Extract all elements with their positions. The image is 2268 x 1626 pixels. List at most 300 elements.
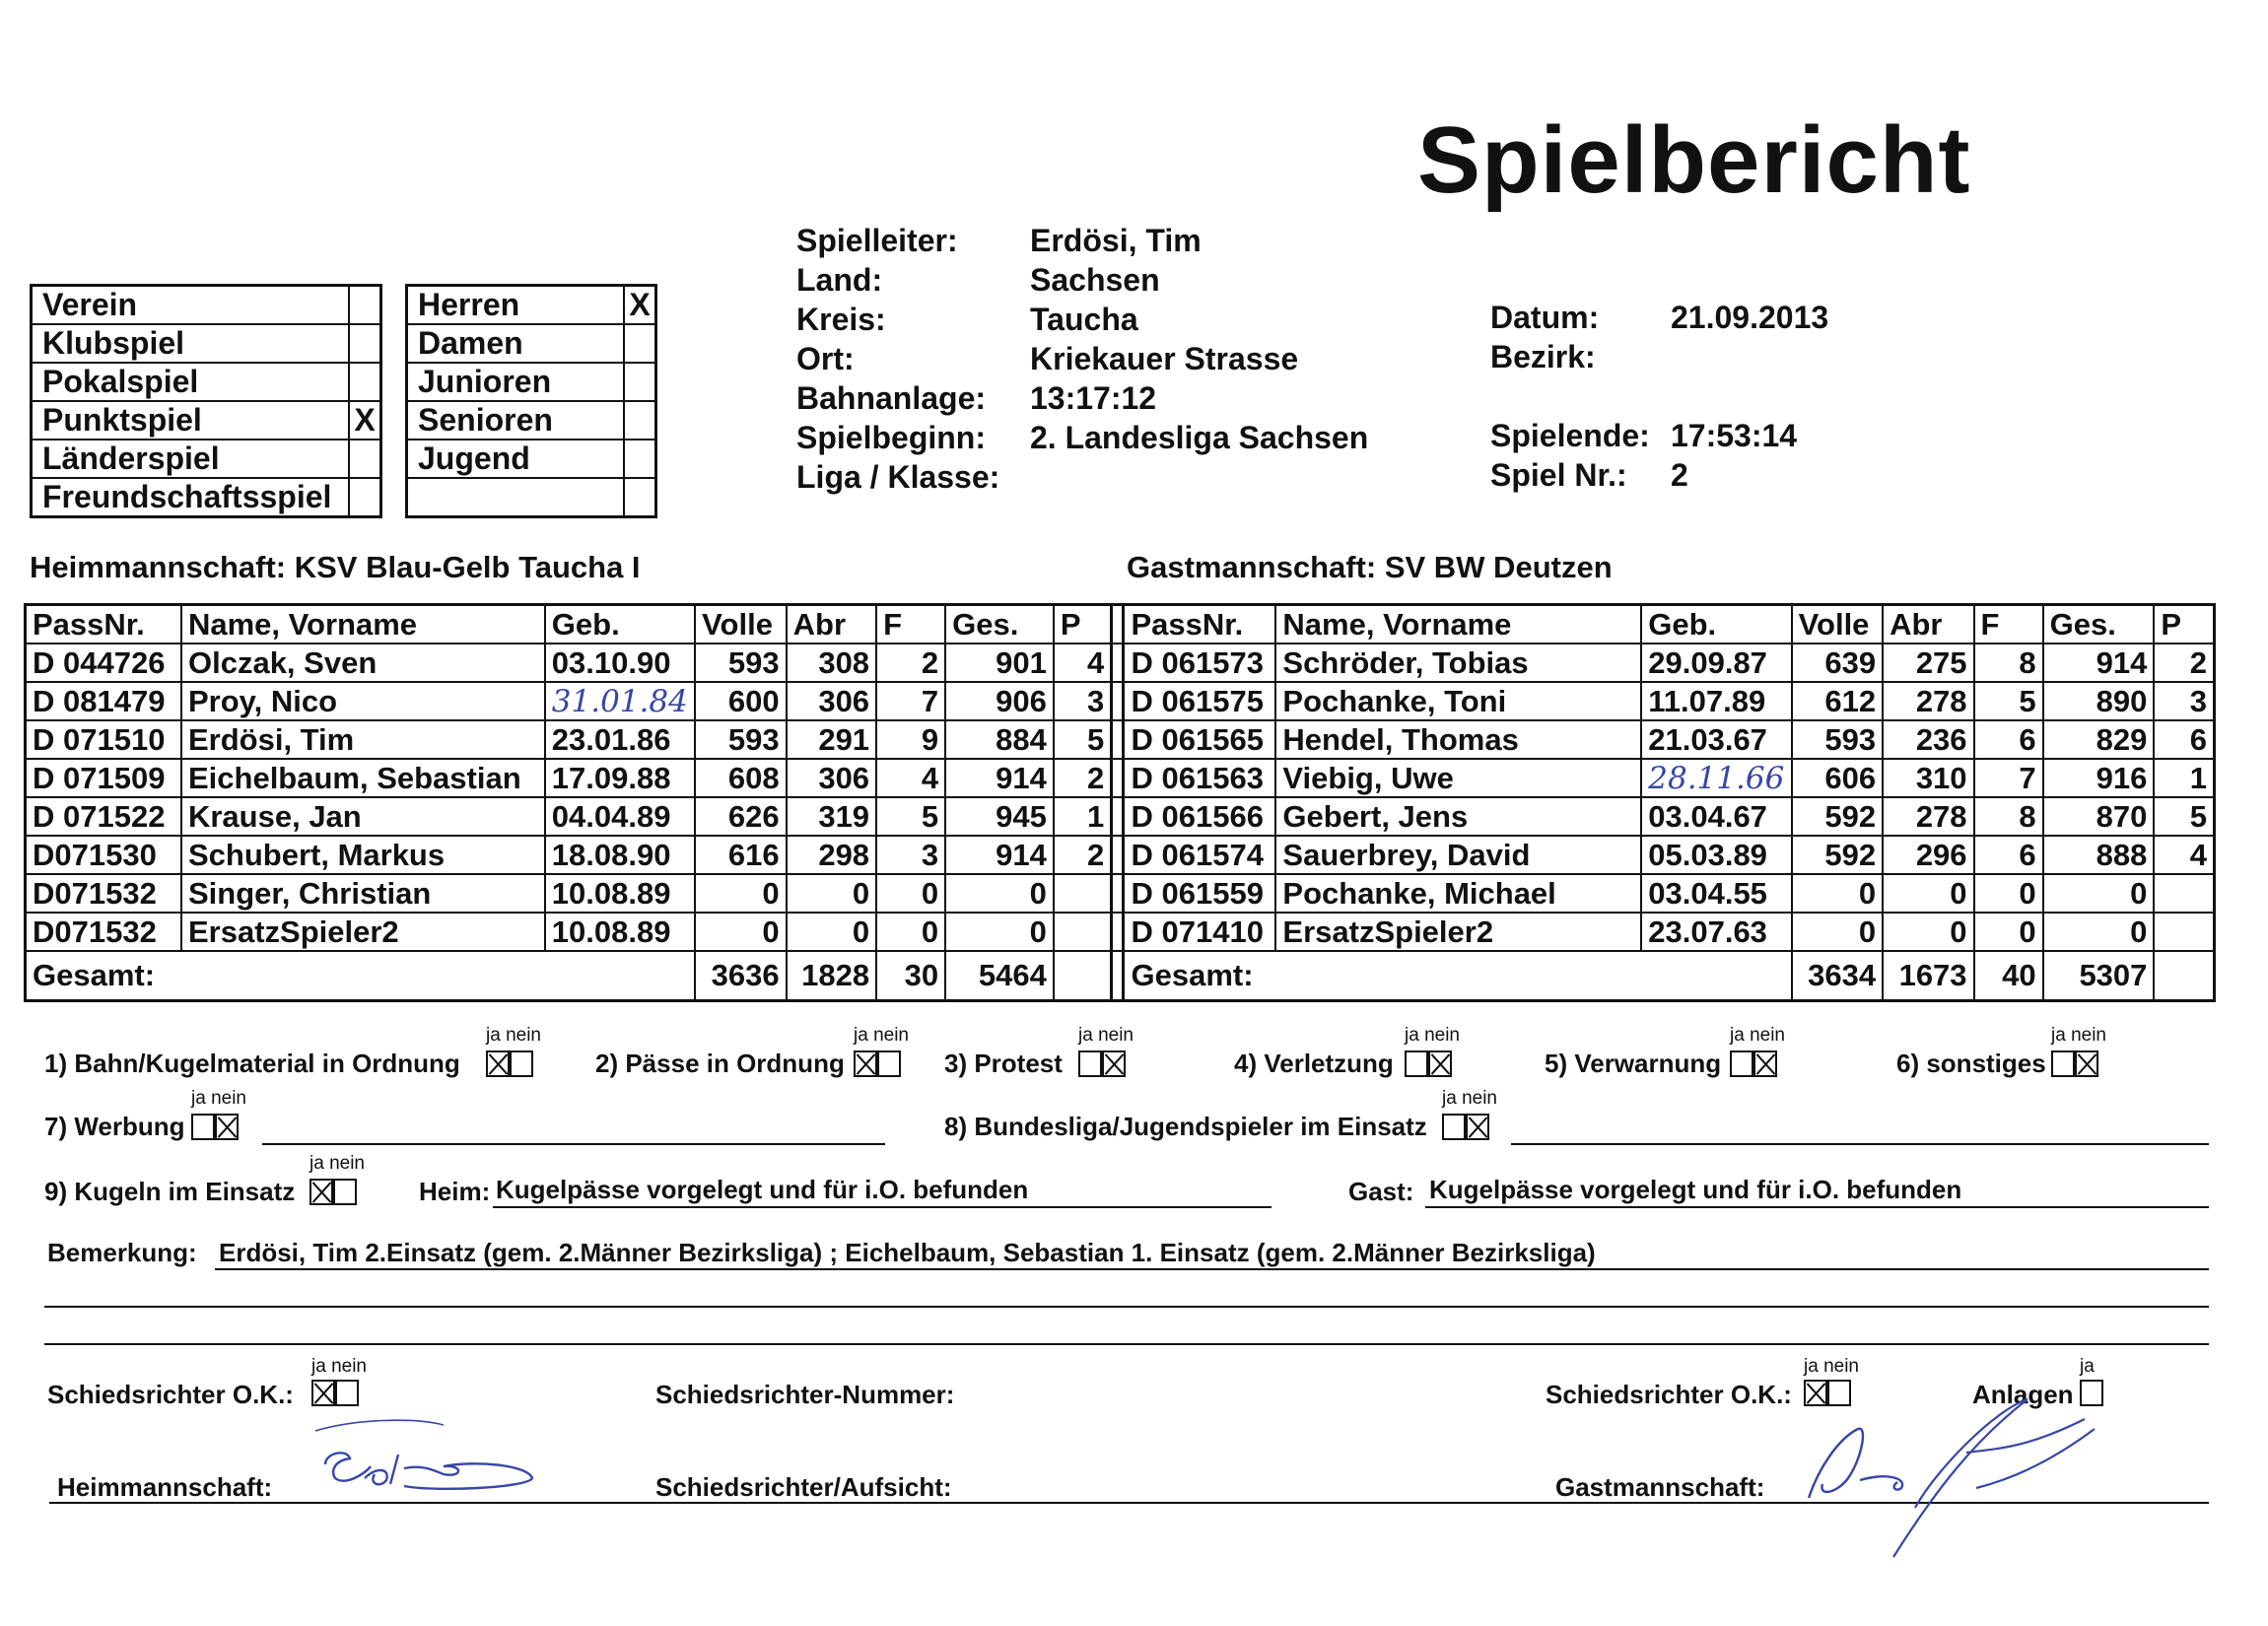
gast-pass-cell[interactable]: D 071410: [1124, 913, 1275, 951]
spieltyp-label: Freundschaftsspiel: [32, 478, 350, 517]
spieltyp-mark[interactable]: [349, 286, 381, 325]
heim-ges-cell[interactable]: 884: [945, 720, 1054, 759]
page-title: Spielbericht: [1417, 107, 1971, 213]
table-row: [26, 797, 2215, 836]
gast-pass-cell[interactable]: D 061573: [1124, 644, 1275, 682]
heim-p-cell[interactable]: 2: [1054, 759, 1112, 797]
ja-label: ja: [1078, 1025, 1093, 1046]
gast-volle-cell[interactable]: 606: [1792, 759, 1883, 797]
ja-label: ja: [311, 1356, 326, 1377]
score-table: [24, 603, 2216, 1002]
ja-label: ja: [1405, 1025, 1419, 1046]
nein-label: nein: [873, 1025, 909, 1046]
heim-pass-cell[interactable]: D 081479: [26, 682, 181, 720]
gast-name-cell[interactable]: Pochanke, Michael: [1275, 874, 1641, 913]
q7-label: 7) Werbung: [44, 1112, 185, 1141]
gast-pass-cell[interactable]: D 061575: [1124, 682, 1275, 720]
q9-label: 9) Kugeln im Einsatz: [44, 1177, 296, 1206]
heim-abr-cell[interactable]: 291: [787, 720, 876, 759]
team-divider: [1112, 682, 1124, 720]
table-row: [26, 720, 2215, 759]
team-divider: [1112, 605, 1124, 644]
gast-volle-cell[interactable]: 0: [1792, 874, 1883, 913]
klasse-row: [407, 440, 656, 478]
table-row: [26, 874, 2215, 913]
gast-abr-cell[interactable]: 0: [1883, 874, 1973, 913]
q1-ja-checkbox[interactable]: [486, 1050, 510, 1077]
heim-p-cell[interactable]: 2: [1054, 836, 1112, 874]
sr-aufsicht-label: Schiedsrichter/Aufsicht:: [655, 1472, 952, 1502]
gast-total-ges: 5307: [2043, 951, 2155, 1001]
heim-geb-cell[interactable]: 04.04.89: [545, 797, 695, 836]
spieltyp-mark[interactable]: [349, 363, 381, 401]
gast-geb-cell[interactable]: 03.04.67: [1641, 797, 1791, 836]
col-header: P: [1054, 605, 1112, 644]
heim-ges-cell[interactable]: 945: [945, 797, 1054, 836]
q7-nein-checkbox[interactable]: [215, 1114, 239, 1140]
bemerkung-line-1[interactable]: [215, 1268, 2209, 1270]
klasse-mark[interactable]: X: [624, 286, 656, 325]
heim-total-f: 30: [876, 951, 945, 1001]
gast-abr-cell[interactable]: 296: [1883, 836, 1973, 874]
klasse-box: [405, 284, 657, 518]
heim-abr-cell[interactable]: 306: [787, 759, 876, 797]
table-row: [26, 836, 2215, 874]
klasse-label: Junioren: [407, 363, 625, 401]
datum-value: 21.09.2013: [1671, 300, 1829, 335]
heim-f-cell[interactable]: 4: [876, 759, 945, 797]
spieltyp-label: Verein: [32, 286, 350, 325]
heim-f-cell[interactable]: 3: [876, 836, 945, 874]
q8-ja-checkbox[interactable]: [1442, 1114, 1466, 1140]
col-header: Geb.: [1641, 605, 1791, 644]
nein-label: nein: [1750, 1025, 1785, 1046]
col-header: Volle: [1792, 605, 1883, 644]
spielnr-value: 2: [1671, 457, 1688, 493]
heim-ges-cell[interactable]: 906: [945, 682, 1054, 720]
heim-pass-cell[interactable]: D 071509: [26, 759, 181, 797]
q6-checkboxes: [2051, 1050, 2098, 1077]
nein-label: nein: [211, 1088, 246, 1109]
klasse-mark[interactable]: [624, 401, 656, 440]
q5-nein-checkbox[interactable]: [1753, 1050, 1777, 1077]
heim-name-cell[interactable]: Proy, Nico: [181, 682, 545, 720]
heim-kugel-line[interactable]: [493, 1206, 1271, 1208]
gast-volle-cell[interactable]: 592: [1792, 836, 1883, 874]
q7-ja-checkbox[interactable]: [191, 1114, 215, 1140]
heim-name-cell[interactable]: Erdösi, Tim: [181, 720, 545, 759]
ja-label: ja: [1442, 1088, 1457, 1109]
team-divider: [1112, 913, 1124, 951]
meta-spielleiter: Erdösi, Tim: [1030, 223, 1202, 258]
col-header: F: [1974, 605, 2043, 644]
gast-total-abr: 1673: [1883, 951, 1973, 1001]
spielende-value: 17:53:14: [1671, 418, 1798, 453]
spieltyp-mark[interactable]: [349, 478, 381, 517]
sr-ok-label-left: Schiedsrichter O.K.:: [47, 1380, 294, 1409]
heim-name-cell[interactable]: Krause, Jan: [181, 797, 545, 836]
gast-p-cell[interactable]: [2154, 913, 2214, 951]
heim-abr-cell[interactable]: 298: [787, 836, 876, 874]
gast-name-cell[interactable]: Gebert, Jens: [1275, 797, 1641, 836]
meta-label-kreis: Kreis:: [796, 302, 886, 337]
klasse-row: [407, 324, 656, 363]
col-header: Volle: [695, 605, 786, 644]
team-divider: [1112, 644, 1124, 682]
gast-volle-cell[interactable]: 592: [1792, 797, 1883, 836]
sr-ok-label-right: Schiedsrichter O.K.:: [1546, 1380, 1792, 1409]
heim-volle-cell[interactable]: 0: [695, 874, 786, 913]
gast-f-cell[interactable]: 0: [1974, 913, 2043, 951]
ja-label: ja: [2051, 1025, 2066, 1046]
spieltyp-mark[interactable]: X: [349, 401, 381, 440]
heim-f-cell[interactable]: 7: [876, 682, 945, 720]
nein-label: nein: [1462, 1088, 1497, 1109]
team-divider: [1112, 951, 1124, 1001]
heim-pass-cell[interactable]: D 071522: [26, 797, 181, 836]
team-divider: [1112, 720, 1124, 759]
gast-f-cell[interactable]: 8: [1974, 797, 2043, 836]
gast-volle-cell[interactable]: 612: [1792, 682, 1883, 720]
q1-ja-nein: [486, 1025, 541, 1047]
heim-geb-cell[interactable]: 17.09.88: [545, 759, 695, 797]
heim-name-cell[interactable]: Eichelbaum, Sebastian: [181, 759, 545, 797]
team-divider: [1112, 874, 1124, 913]
score-header-row: [26, 605, 2215, 644]
gast-f-cell[interactable]: 8: [1974, 644, 2043, 682]
q3-label: 3) Protest: [944, 1049, 1063, 1078]
gast-ges-cell[interactable]: 916: [2043, 759, 2155, 797]
heim-geb-cell[interactable]: 31.01.84: [545, 682, 695, 720]
gast-pass-cell[interactable]: D 061559: [1124, 874, 1275, 913]
klasse-label: Senioren: [407, 401, 625, 440]
q2-checkboxes: [854, 1050, 901, 1077]
q8-line[interactable]: [1511, 1143, 2209, 1145]
heim-name-cell[interactable]: Olczak, Sven: [181, 644, 545, 682]
total-row: [26, 951, 2215, 1001]
gast-geb-cell[interactable]: 23.07.63: [1641, 913, 1791, 951]
heim-volle-cell[interactable]: 616: [695, 836, 786, 874]
anlagen-ja: ja: [2080, 1356, 2095, 1377]
heim-geb-cell[interactable]: 10.08.89: [545, 913, 695, 951]
q3-ja-nein: [1078, 1025, 1134, 1047]
heim-pass-cell[interactable]: D071530: [26, 836, 181, 874]
q6-label: 6) sonstiges: [1896, 1049, 2046, 1078]
heim-volle-cell[interactable]: 593: [695, 720, 786, 759]
heim-pass-cell[interactable]: D071532: [26, 913, 181, 951]
heim-volle-cell[interactable]: 593: [695, 644, 786, 682]
spieltyp-mark[interactable]: [349, 440, 381, 478]
ja-label: ja: [191, 1088, 206, 1109]
q4-nein-checkbox[interactable]: [1428, 1050, 1452, 1077]
klasse-label: Herren: [407, 286, 625, 325]
heim-geb-cell[interactable]: 10.08.89: [545, 874, 695, 913]
klasse-mark[interactable]: [624, 478, 656, 517]
sr-ok-left-ja-nein: [311, 1356, 367, 1378]
q4-checkboxes: [1405, 1050, 1452, 1077]
gast-f-cell[interactable]: 7: [1974, 759, 2043, 797]
q1-nein-checkbox[interactable]: [510, 1050, 533, 1077]
meta-label-liga: Liga / Klasse:: [796, 459, 1000, 495]
ja-label: ja: [1804, 1356, 1819, 1377]
q7-line[interactable]: [262, 1143, 885, 1145]
meta-label-bahnanlage: Bahnanlage:: [796, 380, 987, 416]
heim-abr-cell[interactable]: 308: [787, 644, 876, 682]
spieltyp-label: Länderspiel: [32, 440, 350, 478]
q8-checkboxes: [1442, 1114, 1489, 1140]
heim-p-cell[interactable]: 1: [1054, 797, 1112, 836]
bezirk-label: Bezirk:: [1490, 339, 1596, 374]
q5-label: 5) Verwarnung: [1545, 1049, 1722, 1078]
gast-ges-cell[interactable]: 0: [2043, 874, 2155, 913]
col-header: P: [2154, 605, 2214, 644]
heim-pass-cell[interactable]: D 071510: [26, 720, 181, 759]
gast-kugel-line[interactable]: [1425, 1206, 2209, 1208]
heim-f-cell[interactable]: 2: [876, 644, 945, 682]
col-header: Abr: [787, 605, 876, 644]
gast-sig-label: Gastmannschaft:: [1555, 1472, 1765, 1502]
gast-p-cell[interactable]: 2: [2154, 644, 2214, 682]
gast-name-cell[interactable]: Hendel, Thomas: [1275, 720, 1641, 759]
heim-volle-cell[interactable]: 600: [695, 682, 786, 720]
klasse-row: [407, 478, 656, 517]
sr-ok-left-checkboxes: [311, 1380, 359, 1406]
sr-ok-left-nein-checkbox[interactable]: [335, 1380, 359, 1406]
heim-total-abr: 1828: [787, 951, 876, 1001]
gast-geb-cell[interactable]: 11.07.89: [1641, 682, 1791, 720]
total-label: Gesamt:: [1124, 951, 1792, 1001]
q2-ja-checkbox[interactable]: [854, 1050, 877, 1077]
meta-labels: [796, 221, 999, 497]
gast-pass-cell[interactable]: D 061563: [1124, 759, 1275, 797]
heim-volle-cell[interactable]: 608: [695, 759, 786, 797]
col-header: Ges.: [945, 605, 1054, 644]
gast-p-cell[interactable]: 5: [2154, 797, 2214, 836]
q5-ja-nein: [1730, 1025, 1785, 1047]
spieltyp-mark[interactable]: [349, 324, 381, 363]
gast-f-cell[interactable]: 6: [1974, 836, 2043, 874]
datum-label: Datum:: [1490, 300, 1600, 335]
gast-abr-cell[interactable]: 278: [1883, 682, 1973, 720]
gast-geb-cell[interactable]: 03.04.55: [1641, 874, 1791, 913]
q8-nein-checkbox[interactable]: [1466, 1114, 1489, 1140]
gast-abr-cell[interactable]: 236: [1883, 720, 1973, 759]
heim-geb-cell[interactable]: 03.10.90: [545, 644, 695, 682]
gast-abr-cell[interactable]: 0: [1883, 913, 1973, 951]
gast-name-cell[interactable]: Viebig, Uwe: [1275, 759, 1641, 797]
gast-f-cell[interactable]: 0: [1974, 874, 2043, 913]
gast-p-cell[interactable]: 6: [2154, 720, 2214, 759]
q9-ja-checkbox[interactable]: [309, 1179, 333, 1205]
gast-p-cell[interactable]: 3: [2154, 682, 2214, 720]
klasse-mark[interactable]: [624, 324, 656, 363]
q3-nein-checkbox[interactable]: [1102, 1050, 1126, 1077]
q9-ja-nein: [309, 1153, 365, 1175]
q7-checkboxes: [191, 1114, 239, 1140]
spieltyp-box: [30, 284, 382, 518]
heim-ges-cell[interactable]: 914: [945, 836, 1054, 874]
heim-f-cell[interactable]: 9: [876, 720, 945, 759]
gast-volle-cell[interactable]: 593: [1792, 720, 1883, 759]
gast-kugel-text: Kugelpässe vorgelegt und für i.O. befunden: [1429, 1175, 1962, 1204]
col-header: Name, Vorname: [181, 605, 545, 644]
sr-ok-right-ja-nein: [1804, 1356, 1859, 1378]
spielende-label: Spielende:: [1490, 418, 1650, 453]
gast-name-cell[interactable]: Schröder, Tobias: [1275, 644, 1641, 682]
gast-kugel-label: Gast:: [1348, 1177, 1414, 1206]
bemerkung-line-3[interactable]: [44, 1343, 2209, 1345]
ja-label: ja: [1730, 1025, 1745, 1046]
nein-label: nein: [506, 1025, 541, 1046]
gast-name-cell[interactable]: Sauerbrey, David: [1275, 836, 1641, 874]
q6-ja-checkbox[interactable]: [2051, 1050, 2075, 1077]
heim-pass-cell[interactable]: D071532: [26, 874, 181, 913]
q6-ja-nein: [2051, 1025, 2106, 1047]
gast-p-cell[interactable]: 4: [2154, 836, 2214, 874]
q4-label: 4) Verletzung: [1234, 1049, 1394, 1078]
gast-pass-cell[interactable]: D 061566: [1124, 797, 1275, 836]
gast-geb-cell[interactable]: 21.03.67: [1641, 720, 1791, 759]
gast-ges-cell[interactable]: 888: [2043, 836, 2155, 874]
gast-p-cell[interactable]: [2154, 874, 2214, 913]
gast-total-f: 40: [1974, 951, 2043, 1001]
meta-values: [1030, 221, 1368, 457]
bemerkung-text: Erdösi, Tim 2.Einsatz (gem. 2.Männer Bezirksliga) ; Eichelbaum, Sebastian 1. Einsatz (gem. 2.Männer Bezirksliga): [219, 1238, 1596, 1267]
spieltyp-row: [32, 440, 381, 478]
q3-ja-checkbox[interactable]: [1078, 1050, 1102, 1077]
klasse-label: Jugend: [407, 440, 625, 478]
col-header: F: [876, 605, 945, 644]
spieltyp-label: Klubspiel: [32, 324, 350, 363]
gast-geb-cell[interactable]: 29.09.87: [1641, 644, 1791, 682]
nein-label: nein: [331, 1356, 367, 1377]
gast-p-cell[interactable]: 1: [2154, 759, 2214, 797]
q8-label: 8) Bundesliga/Jugendspieler im Einsatz: [944, 1112, 1427, 1141]
meta-ort: Taucha: [1030, 302, 1138, 337]
col-header: PassNr.: [26, 605, 181, 644]
spieltyp-row: [32, 478, 381, 517]
q3-checkboxes: [1078, 1050, 1126, 1077]
heim-p-cell[interactable]: 3: [1054, 682, 1112, 720]
spieltyp-row: [32, 401, 381, 440]
heim-p-cell[interactable]: 4: [1054, 644, 1112, 682]
q4-ja-checkbox[interactable]: [1405, 1050, 1428, 1077]
gast-name-cell[interactable]: ErsatzSpieler2: [1275, 913, 1641, 951]
gast-abr-cell[interactable]: 278: [1883, 797, 1973, 836]
gast-f-cell[interactable]: 5: [1974, 682, 2043, 720]
heim-f-cell[interactable]: 5: [876, 797, 945, 836]
heim-name-cell[interactable]: Schubert, Markus: [181, 836, 545, 874]
heim-abr-cell[interactable]: 306: [787, 682, 876, 720]
bemerkung-line-2[interactable]: [44, 1306, 2209, 1308]
heim-volle-cell[interactable]: 0: [695, 913, 786, 951]
heim-p-cell[interactable]: [1054, 913, 1112, 951]
heim-ges-cell[interactable]: 0: [945, 913, 1054, 951]
gast-signature: [1799, 1389, 2114, 1587]
q1-checkboxes: [486, 1050, 533, 1077]
gast-volle-cell[interactable]: 0: [1792, 913, 1883, 951]
heim-sig-label: Heimmannschaft:: [57, 1472, 273, 1502]
meta-label-land: Land:: [796, 262, 883, 298]
nein-label: nein: [1424, 1025, 1460, 1046]
meta-label-spielleiter: Spielleiter:: [796, 223, 958, 258]
heim-p-cell[interactable]: 5: [1054, 720, 1112, 759]
heim-abr-cell[interactable]: 0: [787, 874, 876, 913]
heim-f-cell[interactable]: 0: [876, 874, 945, 913]
q9-nein-checkbox[interactable]: [333, 1179, 357, 1205]
spielnr-label: Spiel Nr.:: [1490, 457, 1627, 493]
klasse-label: Damen: [407, 324, 625, 363]
heim-pass-cell[interactable]: D 044726: [26, 644, 181, 682]
gast-ges-cell[interactable]: 0: [2043, 913, 2155, 951]
ja-label: ja: [486, 1025, 501, 1046]
heim-geb-cell[interactable]: 23.01.86: [545, 720, 695, 759]
table-row: [26, 644, 2215, 682]
q5-ja-checkbox[interactable]: [1730, 1050, 1753, 1077]
heim-kugel-label: Heim:: [419, 1177, 491, 1206]
col-header: PassNr.: [1124, 605, 1275, 644]
anlagen-label: Anlagen: [1972, 1380, 2074, 1409]
heim-p-cell[interactable]: [1054, 874, 1112, 913]
heim-f-cell[interactable]: 0: [876, 913, 945, 951]
q7-ja-nein: [191, 1088, 246, 1110]
spieltyp-row: [32, 324, 381, 363]
gast-geb-cell[interactable]: 28.11.66: [1641, 759, 1791, 797]
heim-ges-cell[interactable]: 0: [945, 874, 1054, 913]
heim-name-cell[interactable]: ErsatzSpieler2: [181, 913, 545, 951]
q1-label: 1) Bahn/Kugelmaterial in Ordnung: [44, 1049, 460, 1078]
nein-label: nein: [2071, 1025, 2106, 1046]
gast-pass-cell[interactable]: D 061574: [1124, 836, 1275, 874]
heim-ges-cell[interactable]: 914: [945, 759, 1054, 797]
heim-signature: [296, 1409, 552, 1518]
klasse-mark[interactable]: [624, 363, 656, 401]
col-header: Ges.: [2043, 605, 2155, 644]
klasse-row: [407, 401, 656, 440]
heim-ges-cell[interactable]: 901: [945, 644, 1054, 682]
gast-abr-cell[interactable]: 310: [1883, 759, 1973, 797]
gast-abr-cell[interactable]: 275: [1883, 644, 1973, 682]
gast-pass-cell[interactable]: D 061565: [1124, 720, 1275, 759]
klasse-mark[interactable]: [624, 440, 656, 478]
klasse-row: [407, 286, 656, 325]
heim-abr-cell[interactable]: 319: [787, 797, 876, 836]
gast-name-cell[interactable]: Pochanke, Toni: [1275, 682, 1641, 720]
gast-geb-cell[interactable]: 05.03.89: [1641, 836, 1791, 874]
gast-ges-cell[interactable]: 914: [2043, 644, 2155, 682]
nein-label: nein: [1098, 1025, 1134, 1046]
col-header: Name, Vorname: [1275, 605, 1641, 644]
heim-geb-cell[interactable]: 18.08.90: [545, 836, 695, 874]
gast-ges-cell[interactable]: 890: [2043, 682, 2155, 720]
table-row: [26, 759, 2215, 797]
heim-team-label: Heimmannschaft: KSV Blau-Gelb Taucha I: [30, 550, 641, 584]
q2-nein-checkbox[interactable]: [877, 1050, 901, 1077]
gast-ges-cell[interactable]: 870: [2043, 797, 2155, 836]
heim-name-cell[interactable]: Singer, Christian: [181, 874, 545, 913]
heim-abr-cell[interactable]: 0: [787, 913, 876, 951]
meta-spielbeginn: 13:17:12: [1030, 380, 1157, 416]
gast-f-cell[interactable]: 6: [1974, 720, 2043, 759]
heim-volle-cell[interactable]: 626: [695, 797, 786, 836]
table-row: [26, 682, 2215, 720]
sr-ok-left-ja-checkbox[interactable]: [311, 1380, 335, 1406]
gast-volle-cell[interactable]: 639: [1792, 644, 1883, 682]
q2-label: 2) Pässe in Ordnung: [595, 1049, 845, 1078]
q6-nein-checkbox[interactable]: [2075, 1050, 2098, 1077]
q5-checkboxes: [1730, 1050, 1777, 1077]
gast-ges-cell[interactable]: 829: [2043, 720, 2155, 759]
